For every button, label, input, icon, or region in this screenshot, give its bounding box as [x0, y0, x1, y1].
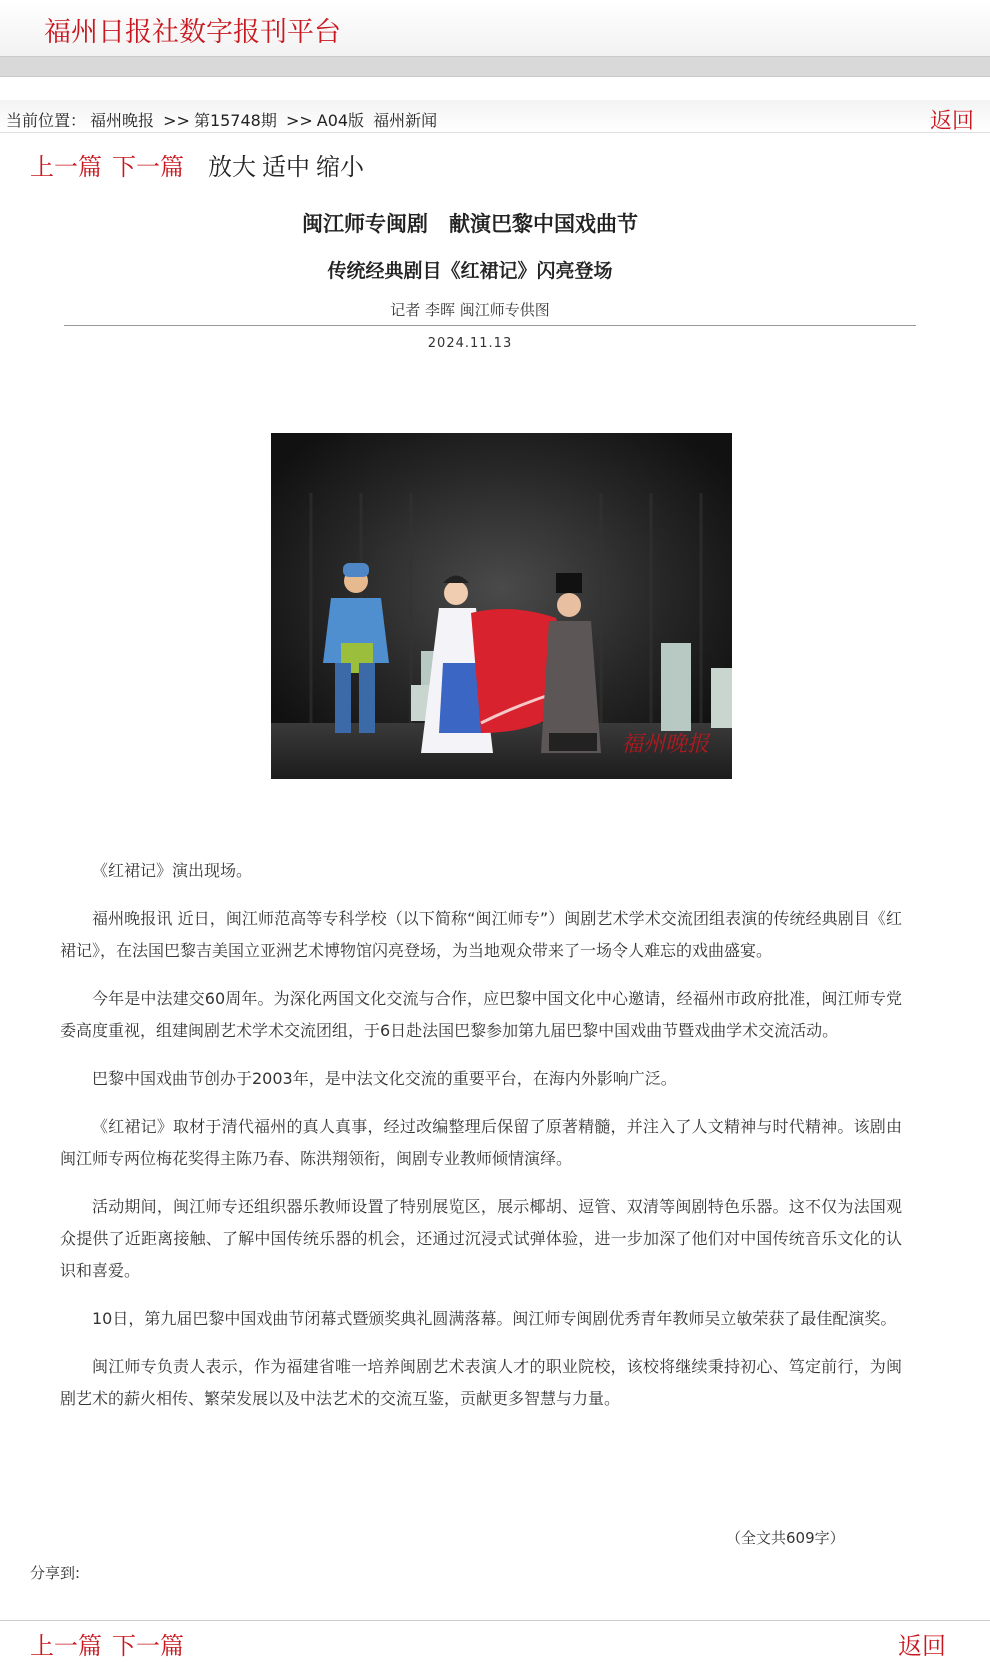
return-button-top[interactable]: 返回: [929, 109, 974, 134]
title-divider: [64, 325, 916, 326]
article-body: [60, 855, 902, 1431]
breadcrumb-issue-link[interactable]: 第15748期: [193, 111, 277, 130]
footer-nav: [30, 1626, 194, 1661]
footer-prev-article-link[interactable]: 上一篇: [30, 1632, 102, 1660]
site-title[interactable]: 福州日报社数字报刊平台: [44, 17, 341, 48]
prev-article-link[interactable]: 上一篇: [30, 153, 102, 181]
article-paragraph: 福州晚报讯 近日，闽江师范高等专科学校（以下简称“闽江师专”）闽剧艺术学术交流团组表演的传统经典剧目《红裙记》，在法国巴黎吉美国立亚洲艺术博物馆闪亮登场，为当地观众带来了一场令人难忘的戏曲盛宴。: [60, 909, 902, 960]
footer-divider: [0, 1620, 990, 1621]
article-paragraph: 巴黎中国戏曲节创办于2003年，是中法文化交流的重要平台，在海内外影响广泛。: [92, 1069, 677, 1088]
breadcrumb-label: 当前位置：: [6, 111, 87, 130]
word-count: （全文共609字）: [726, 1529, 845, 1547]
share-label: 分享到:: [30, 1564, 81, 1582]
breadcrumb-section-link[interactable]: 福州新闻: [373, 111, 438, 130]
article-title: 闽江师专闽剧 献演巴黎中国戏曲节: [302, 212, 638, 236]
article-paragraph: 《红裙记》取材于清代福州的真人真事，经过改编整理后保留了原著精髓，并注入了人文精神与时代精神。该剧由闽江师专两位梅花奖得主陈乃春、陈洪翔领衔，闽剧专业教师倾情演绎。: [60, 1117, 902, 1168]
article-paragraph: 10日，第九届巴黎中国戏曲节闭幕式暨颁奖典礼圆满落幕。闽江师专闽剧优秀青年教师吴立敏荣获了最佳配演奖。: [92, 1309, 897, 1328]
zoom-fit-button[interactable]: 适中: [262, 153, 310, 181]
return-button-bottom[interactable]: 返回: [898, 1632, 946, 1660]
breadcrumb: [6, 108, 441, 131]
stage-photo-illustration: [271, 433, 732, 779]
breadcrumb-separator: >>: [285, 111, 313, 130]
breadcrumb-edition-link[interactable]: A04版: [316, 111, 365, 130]
header-divider-bar: [0, 56, 990, 77]
footer-next-article-link[interactable]: 下一篇: [112, 1632, 184, 1660]
article-byline: 记者 李晖 闽江师专供图: [390, 301, 550, 319]
next-article-link[interactable]: 下一篇: [112, 153, 184, 181]
zoom-in-button[interactable]: 放大: [208, 153, 256, 181]
article-paragraph: 闽江师专负责人表示，作为福建省唯一培养闽剧艺术表演人才的职业院校，该校将继续秉持初心、笃定前行，为闽剧艺术的薪火相传、繁荣发展以及中法艺术的交流互鉴，贡献更多智慧与力量。: [60, 1357, 902, 1408]
article-paragraph: 今年是中法建交60周年。为深化两国文化交流与合作，应巴黎中国文化中心邀请，经福州市政府批准，闽江师专党委高度重视，组建闽剧艺术学术交流团组，于6日赴法国巴黎参加第九届巴黎中国戏曲节暨戏曲学术交流活动。: [60, 989, 902, 1040]
photo-watermark: 福州晚报: [621, 732, 710, 757]
breadcrumb-bar: [0, 100, 990, 133]
site-header: [0, 0, 990, 56]
breadcrumb-separator: >>: [163, 111, 190, 130]
article-subtitle: 传统经典剧目《红裙记》闪亮登场: [327, 260, 613, 282]
article-paragraph: 活动期间，闽江师专还组织器乐教师设置了特别展览区，展示椰胡、逗管、双清等闽剧特色乐器。这不仅为法国观众提供了近距离接触、了解中国传统乐器的机会，还通过沉浸式试弹体验，进一步加深了他们对中国传统音乐文化的认识和喜爱。: [60, 1197, 902, 1280]
article-date: 2024.11.13: [427, 336, 513, 351]
article-toolbar: [30, 147, 370, 182]
breadcrumb-paper-link[interactable]: 福州晚报: [90, 111, 155, 130]
article-paragraph: 《红裙记》演出现场。: [92, 861, 253, 880]
article-photo[interactable]: [271, 433, 732, 779]
zoom-out-button[interactable]: 缩小: [316, 153, 364, 181]
